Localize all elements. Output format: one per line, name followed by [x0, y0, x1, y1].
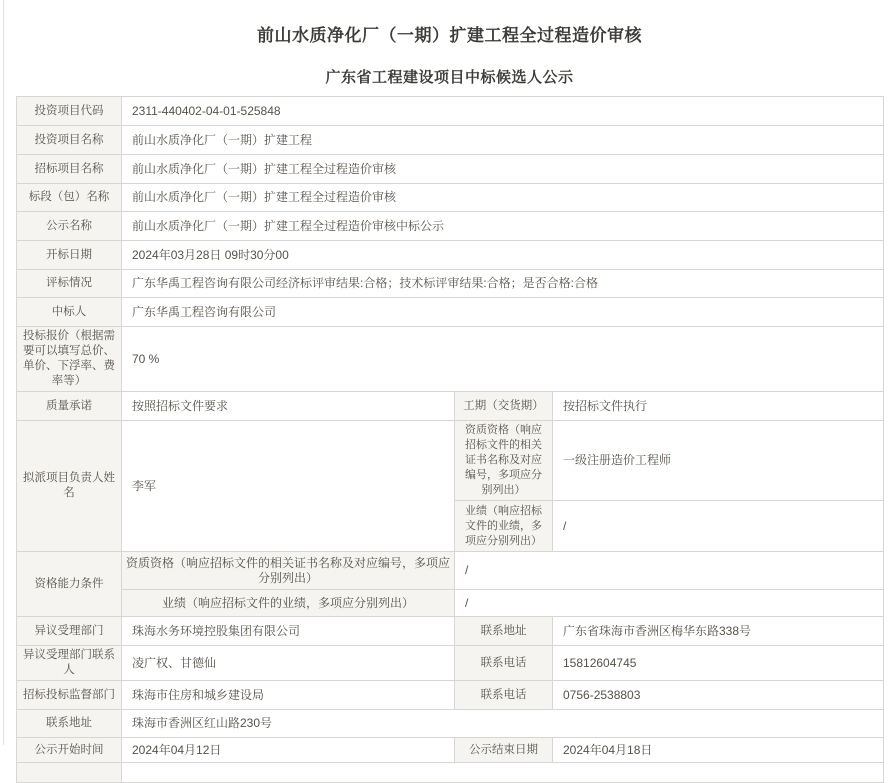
- supervision-department-value: 珠海市住房和城乡建设局: [122, 681, 455, 710]
- announcement-name-value: 前山水质净化厂（一期）扩建工程全过程造价审核中标公示: [122, 212, 884, 241]
- table-row: [17, 327, 884, 392]
- supervision-phone-label: 联系电话: [455, 681, 553, 710]
- table-row: [17, 298, 884, 327]
- table-row: [17, 241, 884, 270]
- qc-qualification-value: /: [455, 552, 884, 590]
- contact-address-value: 珠海市香洲区红山路230号: [122, 710, 884, 738]
- table-row: [17, 270, 884, 298]
- objection-department-value: 珠海水务环境控股集团有限公司: [122, 617, 455, 646]
- tender-project-label: 招标项目名称: [17, 155, 122, 184]
- objection-contact-label: 异议受理部门联系人: [17, 646, 122, 681]
- objection-address-label: 联系地址: [455, 617, 553, 646]
- announcement-start-value: 2024年04月12日: [122, 738, 455, 763]
- investment-name-value: 前山水质净化厂（一期）扩建工程: [122, 126, 884, 155]
- table-row: [17, 681, 884, 710]
- leader-achievement-value: /: [553, 501, 884, 552]
- table-row: [17, 97, 884, 126]
- project-leader-label: 拟派项目负责人姓名: [17, 421, 122, 552]
- bid-opening-date-label: 开标日期: [17, 241, 122, 270]
- page-title: 前山水质净化厂（一期）扩建工程全过程造价审核: [257, 26, 642, 45]
- construction-period-value: 按招标文件执行: [553, 392, 884, 421]
- qc-achievement-value: /: [455, 590, 884, 617]
- tender-project-value: 前山水质净化厂（一期）扩建工程全过程造价审核: [122, 155, 884, 184]
- bid-price-label: 投标报价（根据需要可以填写总价、单价、下浮率、费率等）: [17, 327, 122, 392]
- announcement-header: [16, 0, 883, 96]
- table-row: [17, 212, 884, 241]
- supervision-department-label: 招标投标监督部门: [17, 681, 122, 710]
- announcement-table: [16, 96, 884, 783]
- construction-period-label: 工期（交货期）: [455, 392, 553, 421]
- objection-phone-value: 15812604745: [553, 646, 884, 681]
- leader-achievement-label: 业绩（响应招标文件的业绩，多项应分别列出）: [455, 501, 553, 552]
- quality-commitment-label: 质量承诺: [17, 392, 122, 421]
- table-row: [17, 710, 884, 738]
- table-row: [17, 421, 884, 501]
- objection-contact-value: 凌广权、甘德仙: [122, 646, 455, 681]
- table-row: [17, 590, 884, 617]
- objection-department-label: 异议受理部门: [17, 617, 122, 646]
- table-row: [17, 126, 884, 155]
- table-row: [17, 552, 884, 590]
- qualification-capability-label: 资格能力条件: [17, 552, 122, 617]
- table-row: [17, 155, 884, 184]
- table-row: [17, 738, 884, 763]
- winning-bidder-value: 广东华禹工程咨询有限公司: [122, 298, 884, 327]
- leader-qualification-value: 一级注册造价工程师: [553, 421, 884, 501]
- contact-address-label: 联系地址: [17, 710, 122, 738]
- announcement-start-label: 公示开始时间: [17, 738, 122, 763]
- project-leader-value: 李军: [122, 421, 455, 552]
- bid-opening-date-value: 2024年03月28日 09时30分00: [122, 241, 884, 270]
- bid-price-value: 70 %: [122, 327, 884, 392]
- investment-code-label: 投资项目代码: [17, 97, 122, 126]
- table-row: [17, 184, 884, 212]
- table-row: [17, 617, 884, 646]
- announcement-name-label: 公示名称: [17, 212, 122, 241]
- quality-commitment-value: 按照招标文件要求: [122, 392, 455, 421]
- evaluation-status-label: 评标情况: [17, 270, 122, 298]
- objection-phone-label: 联系电话: [455, 646, 553, 681]
- announcement-end-value: 2024年04月18日: [553, 738, 884, 763]
- table-row: [17, 392, 884, 421]
- section-package-value: 前山水质净化厂（一期）扩建工程全过程造价审核: [122, 184, 884, 212]
- section-package-label: 标段（包）名称: [17, 184, 122, 212]
- table-row: [17, 646, 884, 681]
- leader-qualification-label: 资质资格（响应招标文件的相关证书名称及对应编号，多项应分别列出）: [455, 421, 553, 501]
- clipped-row-value: [122, 763, 884, 783]
- announcement-end-label: 公示结束日期: [455, 738, 553, 763]
- supervision-phone-value: 0756-2538803: [553, 681, 884, 710]
- winning-bidder-label: 中标人: [17, 298, 122, 327]
- page-subtitle: 广东省工程建设项目中标候选人公示: [325, 69, 574, 86]
- investment-code-value: 2311-440402-04-01-525848: [122, 97, 884, 126]
- objection-address-value: 广东省珠海市香洲区梅华东路338号: [553, 617, 884, 646]
- evaluation-status-value: 广东华禹工程咨询有限公司经济标评审结果:合格；技术标评审结果:合格；是否合格:合格: [122, 270, 884, 298]
- qc-qualification-label: 资质资格（响应招标文件的相关证书名称及对应编号，多项应分别列出）: [122, 552, 455, 590]
- qc-achievement-label: 业绩（响应招标文件的业绩，多项应分别列出）: [122, 590, 455, 617]
- page-left-border: [3, 0, 4, 745]
- table-row-clipped: [17, 763, 884, 783]
- investment-name-label: 投资项目名称: [17, 126, 122, 155]
- clipped-row-label: [17, 763, 122, 783]
